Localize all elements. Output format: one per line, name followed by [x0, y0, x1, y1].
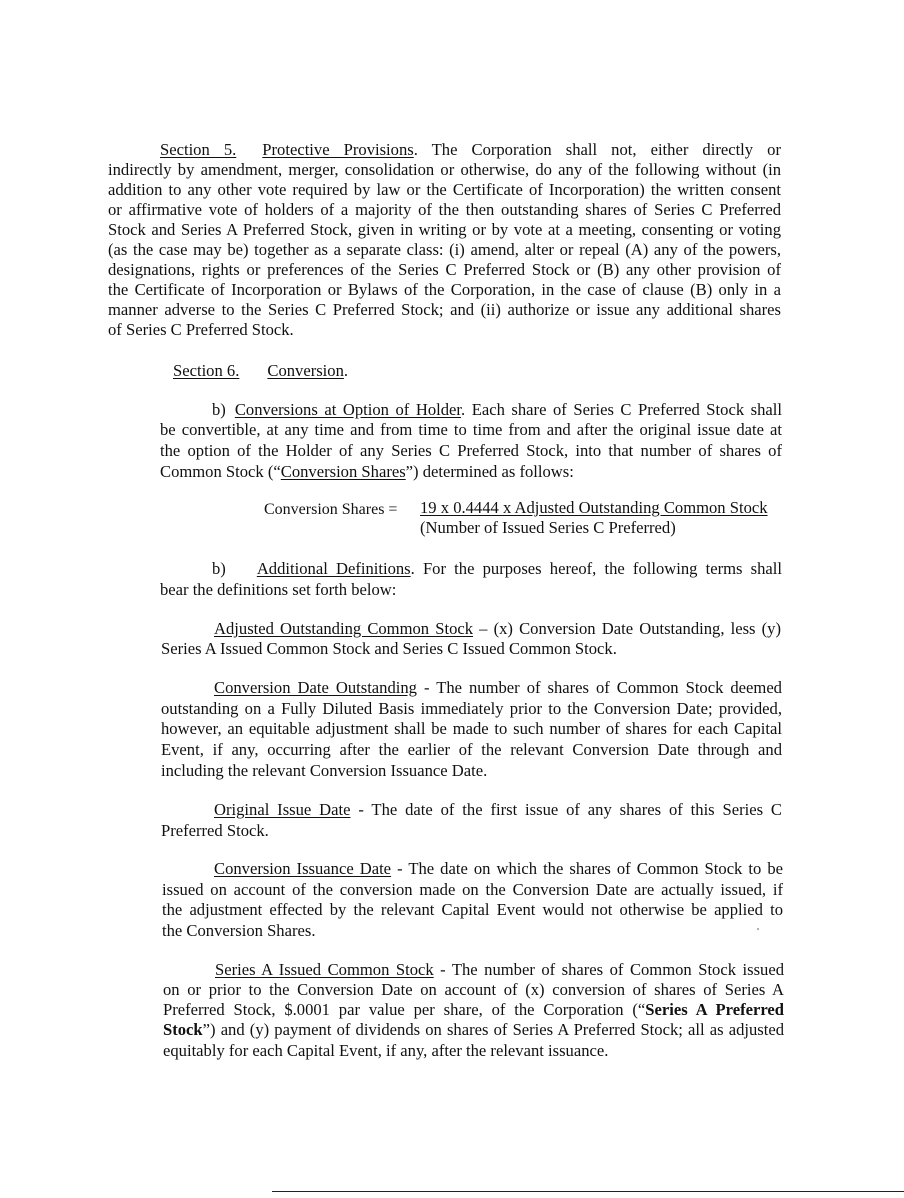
series-a-preferred-bold: Series A Preferred — [645, 1000, 784, 1019]
def-adjusted-line-1 — [214, 619, 781, 639]
def-saics-term: Series A Issued Common Stock — [215, 960, 434, 979]
section5-text: . The Corporation shall not, either directly or — [413, 140, 781, 159]
def-cdo-text: - The number of shares of Common Stock deemed — [416, 678, 782, 697]
def-cdo-line-1 — [214, 678, 782, 698]
para-b1-close: ”) determined as follows: — [405, 462, 574, 481]
def-saics-line-5: equitably for each Capital Event, if any, after the relevant issuance. — [163, 1041, 609, 1060]
def-cdo-line-2: outstanding on a Fully Diluted Basis immediately prior to the Conversion Date; provided, — [161, 699, 782, 718]
section5-title: Protective Provisions — [262, 140, 414, 159]
section5-line-5: Stock and Series A Preferred Stock, given in writing or by vote at a meeting, consenting or voting — [108, 220, 781, 239]
section5-line-2: indirectly by amendment, merger, consolidation or otherwise, do any of the following without (in — [108, 160, 781, 179]
def-cdo-line-4: Event, if any, occurring after the earlier of the relevant Conversion Date through and — [161, 740, 782, 759]
para-b1-text: . Each share of Series C Preferred Stock shall — [461, 400, 782, 419]
def-cdo-line-3: however, an equitable adjustment shall be made to such number of shares for each Capital — [161, 719, 782, 738]
def-cdo-line-5: including the relevant Conversion Issuance Date. — [161, 761, 488, 780]
formula-numerator: 19 x 0.4444 x Adjusted Outstanding Common Stock — [420, 498, 768, 517]
para-b1-line-1 — [212, 400, 782, 420]
section6-title: Conversion — [267, 361, 344, 380]
section5-line-7: designations, rights or preferences of the Series C Preferred Stock or (B) any other provision of — [108, 260, 781, 279]
section6-heading — [173, 361, 348, 381]
para-b1-marker: b) — [212, 400, 226, 419]
section5-line-3: addition to any other vote required by law or the Certificate of Incorporation) the written consent — [108, 180, 781, 199]
para-b1-line-3: the option of the Holder of any Series C Preferred Stock, into that number of shares of — [160, 441, 782, 460]
def-saics-line-3 — [163, 1000, 784, 1020]
para-b2-text: . For the purposes hereof, the following terms shall — [410, 559, 782, 578]
def-cid-text: - The date on which the shares of Common Stock to be — [391, 859, 783, 878]
def-adjusted-term: Adjusted Outstanding Common Stock — [214, 619, 474, 638]
def-saics-line-1 — [215, 960, 784, 980]
conversion-shares-term: Conversion Shares — [280, 462, 406, 481]
para-b2-marker: b) — [212, 559, 226, 578]
def-cid-line-1 — [214, 859, 783, 879]
def-cid-line-2: issued on account of the conversion made on the Conversion Date are actually issued, if — [162, 880, 783, 899]
section5-number: Section 5. — [160, 140, 237, 159]
scan-speck — [757, 928, 759, 930]
para-b1-title: Conversions at Option of Holder — [234, 400, 462, 419]
def-saics-line-4 — [163, 1020, 784, 1040]
section5-line-8: the Certificate of Incorporation or Bylaws of the Corporation, in the case of clause (B) only in a — [108, 280, 781, 299]
para-b1-open: Common Stock (“ — [160, 462, 281, 481]
def-saics-text: - The number of shares of Common Stock issued — [433, 960, 784, 979]
para-b2-line-2: bear the definitions set forth below: — [160, 580, 397, 599]
section5-line-6: (as the case may be) together as a separate class: (i) amend, alter or repeal (A) any of the powers, — [108, 240, 781, 259]
para-b1-line-4 — [160, 462, 574, 482]
def-oid-text: - The date of the first issue of any shares of this Series C — [350, 800, 782, 819]
def-cid-term: Conversion Issuance Date — [214, 859, 392, 878]
def-saics-text-4: ”) and (y) payment of dividends on shares of Series A Preferred Stock; all as adjusted — [202, 1020, 784, 1039]
section5-line-9: manner adverse to the Series C Preferred Stock; and (ii) authorize or issue any additional shares — [108, 300, 781, 319]
para-b1-line-2: be convertible, at any time and from time to time from and after the original issue date at — [160, 420, 782, 439]
def-cdo-term: Conversion Date Outstanding — [214, 678, 417, 697]
formula-denominator: (Number of Issued Series C Preferred) — [420, 518, 676, 537]
section5-line-1 — [160, 140, 781, 160]
def-oid-line-2: Preferred Stock. — [161, 821, 269, 840]
formula-label: Conversion Shares = — [264, 501, 398, 518]
para-b2-line-1 — [212, 559, 782, 579]
def-adjusted-line-2: Series A Issued Common Stock and Series C Issued Common Stock. — [161, 639, 617, 658]
def-saics-text-3: Preferred Stock, $.0001 par value per share, of the Corporation (“ — [163, 1000, 646, 1019]
def-oid-term: Original Issue Date — [214, 800, 351, 819]
def-saics-line-2: on or prior to the Conversion Date on account of (x) conversion of shares of Series A — [163, 980, 784, 999]
section6-suffix: . — [343, 361, 349, 380]
section6-number: Section 6. — [173, 361, 240, 380]
def-oid-line-1 — [214, 800, 782, 820]
stock-bold: Stock — [163, 1020, 203, 1039]
para-b2-title: Additional Definitions — [256, 559, 411, 578]
def-cid-line-3: the adjustment effected by the relevant Capital Event would not otherwise be applied to — [162, 900, 783, 919]
bottom-rule — [272, 1191, 904, 1192]
def-adjusted-text: – (x) Conversion Date Outstanding, less (y) — [473, 619, 781, 638]
section5-line-10: of Series C Preferred Stock. — [108, 320, 294, 339]
section5-line-4: or affirmative vote of holders of a majority of the then outstanding shares of Series C Preferred — [108, 200, 781, 219]
def-cid-line-4: the Conversion Shares. — [162, 921, 316, 940]
